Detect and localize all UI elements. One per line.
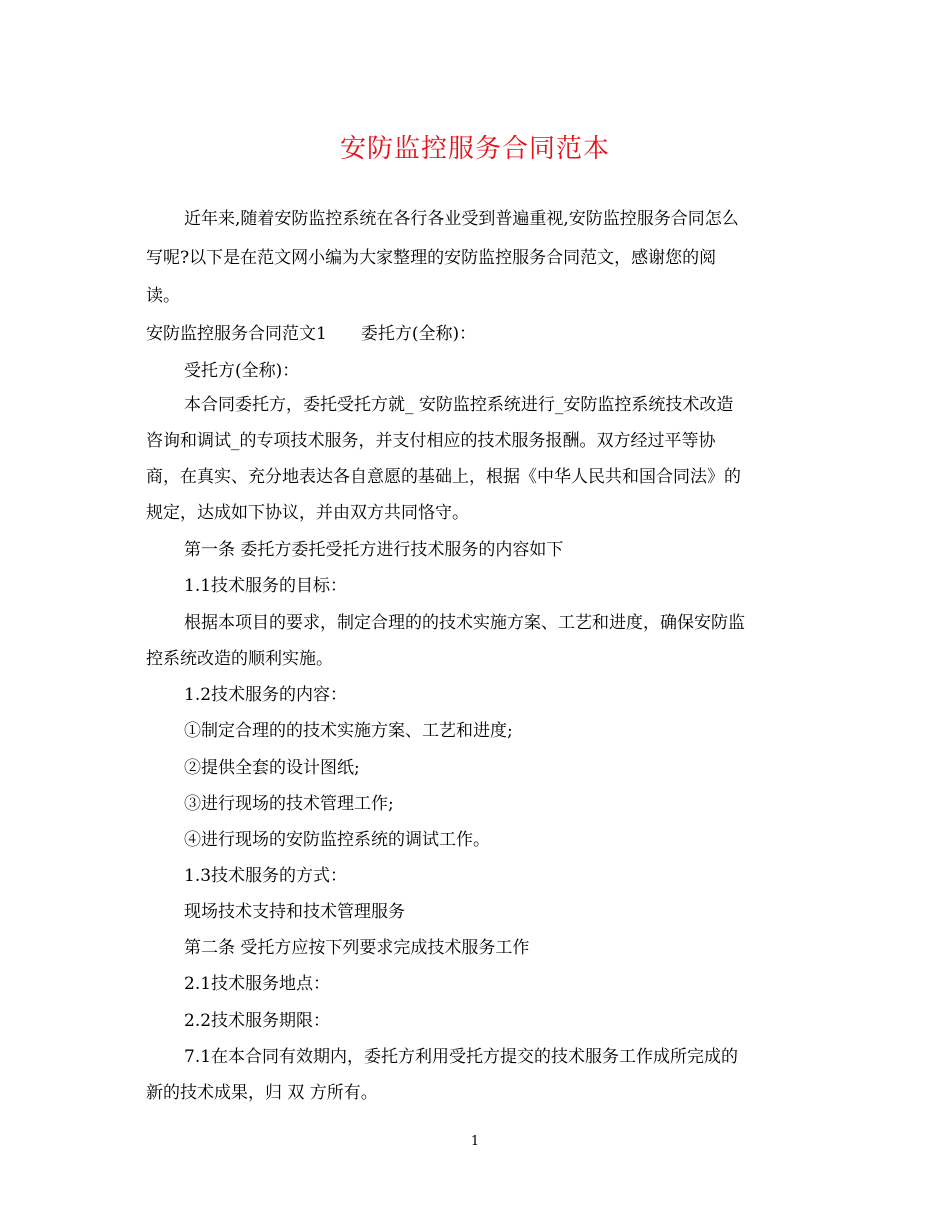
article-2-heading: 第二条 受托方应按下列要求完成技术服务工作 bbox=[184, 938, 530, 958]
section-1-1-body-2: 控系统改造的顺利实施。 bbox=[146, 649, 333, 669]
intro-line-2: 写呢?以下是在范文网小编为大家整理的安防监控服务合同范文，感谢您的阅 bbox=[146, 248, 717, 268]
section-1-1-body-1: 根据本项目的要求，制定合理的的技术实施方案、工艺和进度，确保安防监 bbox=[184, 613, 745, 633]
section-7-1-line-2: 新的技术成果，归 双 方所有。 bbox=[146, 1083, 378, 1103]
page-number: 1 bbox=[470, 1134, 480, 1149]
preamble-line-1: 本合同委托方，委托受托方就_ 安防监控系统进行_安防监控系统技术改造 bbox=[184, 395, 734, 415]
list-item: ③进行现场的技术管理工作; bbox=[184, 794, 394, 814]
section-2-1-heading: 2.1技术服务地点： bbox=[184, 974, 331, 994]
preamble-line-2: 咨询和调试_的专项技术服务，并支付相应的技术服务报酬。双方经过平等协 bbox=[146, 431, 716, 451]
section-2-2-heading: 2.2技术服务期限： bbox=[184, 1011, 331, 1031]
preamble-line-3: 商，在真实、充分地表达各自意愿的基础上，根据《中华人民共和国合同法》的 bbox=[146, 467, 741, 487]
client-label: 委托方(全称)： bbox=[360, 324, 477, 344]
section-1-2-heading: 1.2技术服务的内容： bbox=[184, 685, 348, 705]
document-title: 安防监控服务合同范本 bbox=[339, 134, 610, 164]
preamble-line-4: 规定，达成如下协议，并由双方共同恪守。 bbox=[146, 503, 469, 523]
section-1-3-heading: 1.3技术服务的方式： bbox=[184, 866, 348, 886]
sample-heading-row bbox=[146, 322, 476, 346]
intro-line-3: 读。 bbox=[146, 286, 180, 306]
list-item: ②提供全套的设计图纸; bbox=[184, 758, 360, 778]
section-1-3-body: 现场技术支持和技术管理服务 bbox=[184, 902, 405, 922]
list-item: ①制定合理的的技术实施方案、工艺和进度; bbox=[184, 721, 513, 741]
intro-line-1: 近年来,随着安防监控系统在各行各业受到普遍重视,安防监控服务合同怎么 bbox=[184, 209, 739, 229]
section-7-1-line-1: 7.1在本合同有效期内，委托方利用受托方提交的技术服务工作成所完成的 bbox=[184, 1047, 739, 1067]
sample-heading: 安防监控服务合同范文1 bbox=[146, 324, 327, 344]
section-1-1-heading: 1.1技术服务的目标： bbox=[184, 576, 348, 596]
article-1-heading: 第一条 委托方委托受托方进行技术服务的内容如下 bbox=[184, 540, 564, 560]
trustee-label: 受托方(全称)： bbox=[184, 361, 300, 381]
list-item: ④进行现场的安防监控系统的调试工作。 bbox=[184, 830, 490, 850]
